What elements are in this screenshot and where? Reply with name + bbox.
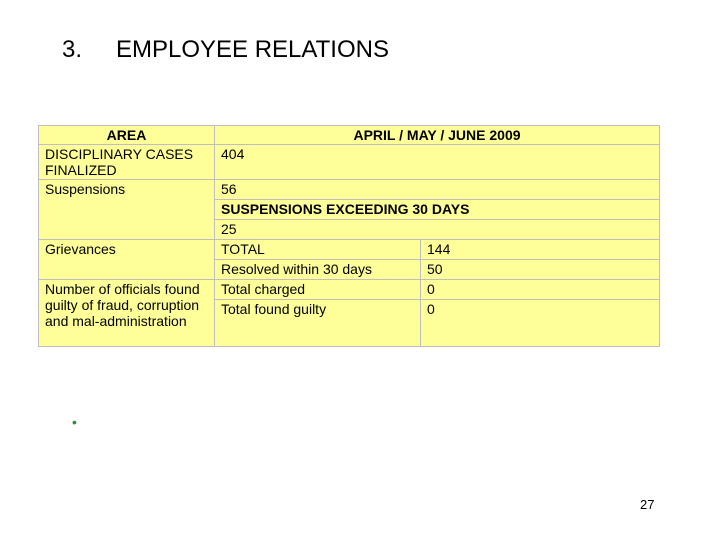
grievances-resolved-value: 50 bbox=[421, 260, 660, 280]
charged-value: 0 bbox=[421, 280, 660, 300]
slide-number: 3. bbox=[62, 36, 83, 63]
found-guilty-label: Total found guilty bbox=[215, 300, 421, 347]
suspensions-value: 56 bbox=[215, 180, 660, 200]
disciplinary-value: 404 bbox=[215, 145, 660, 180]
disciplinary-label: DISCIPLINARY CASES FINALIZED bbox=[39, 145, 215, 180]
bullet-marker: • bbox=[72, 414, 77, 430]
grievances-total-value: 144 bbox=[421, 240, 660, 260]
grievances-total-label: TOTAL bbox=[215, 240, 421, 260]
table-row bbox=[39, 180, 660, 200]
suspensions-exceeding-value: 25 bbox=[215, 220, 660, 240]
table-row bbox=[39, 280, 660, 300]
suspensions-label: Suspensions bbox=[39, 180, 215, 240]
found-guilty-value: 0 bbox=[421, 300, 660, 347]
header-period: APRIL / MAY / JUNE 2009 bbox=[215, 126, 660, 145]
table-row bbox=[39, 145, 660, 180]
officials-label: Number of officials found guilty of fraud, corruption and mal-administration bbox=[39, 280, 215, 347]
table-row bbox=[39, 240, 660, 260]
suspensions-exceeding-label: SUSPENSIONS EXCEEDING 30 DAYS bbox=[215, 200, 660, 220]
slide-title: EMPLOYEE RELATIONS bbox=[116, 36, 389, 63]
employee-relations-table bbox=[38, 125, 660, 347]
grievances-resolved-label: Resolved within 30 days bbox=[215, 260, 421, 280]
header-area: AREA bbox=[39, 126, 215, 145]
page-number: 27 bbox=[640, 497, 655, 512]
table-header-row bbox=[39, 126, 660, 145]
charged-label: Total charged bbox=[215, 280, 421, 300]
grievances-label: Grievances bbox=[39, 240, 215, 280]
